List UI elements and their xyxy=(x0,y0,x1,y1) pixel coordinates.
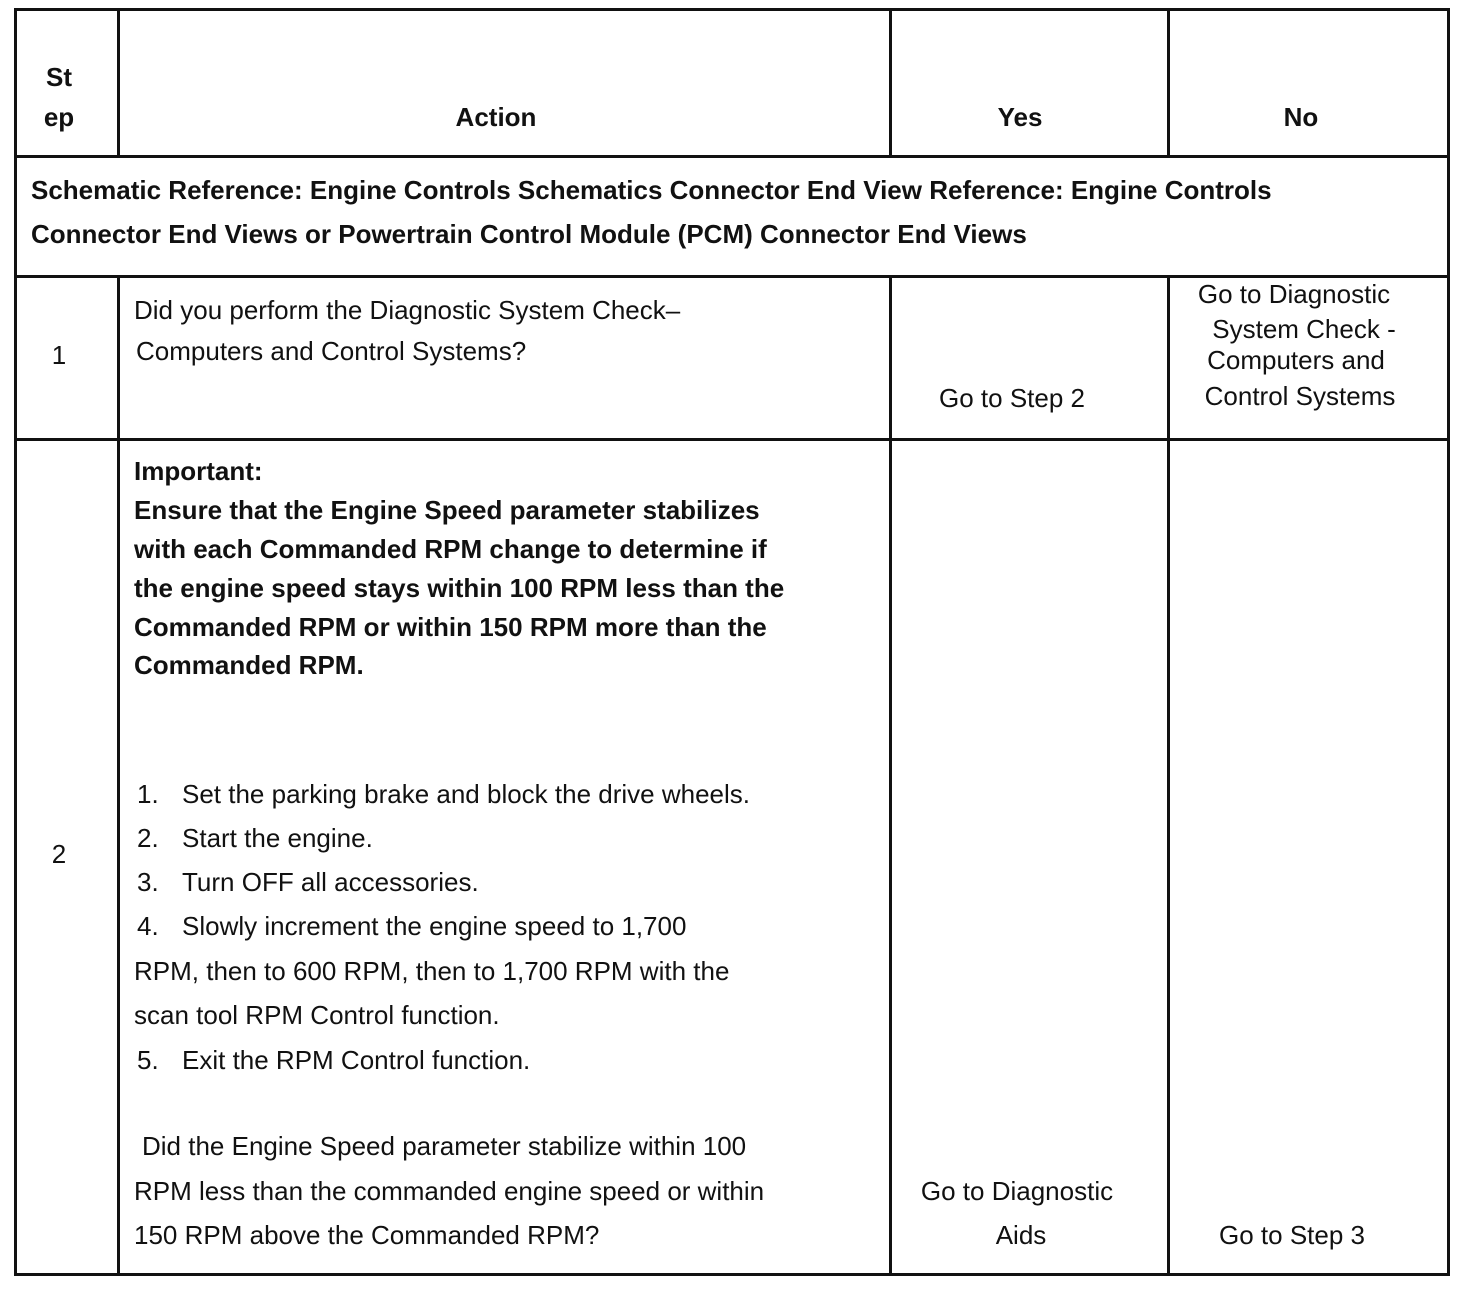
header-no: No xyxy=(1283,102,1319,132)
row1-divider xyxy=(17,438,1447,441)
row1-action-line-2: Computers and Control Systems? xyxy=(136,336,527,366)
step-4-number: 4. xyxy=(137,911,159,941)
row2-yes-line-1: Go to Diagnostic xyxy=(920,1176,1114,1206)
step-4-continuation-1: RPM, then to 600 RPM, then to 1,700 RPM with the xyxy=(134,956,730,986)
reference-divider xyxy=(17,275,1447,278)
col-divider-step xyxy=(117,11,120,156)
step-1-text: Set the parking brake and block the drive wheels. xyxy=(182,779,751,809)
important-line-4: Commanded RPM or within 150 RPM more than the xyxy=(134,612,767,642)
row2-no: Go to Step 3 xyxy=(1219,1220,1365,1250)
row1-step: 1 xyxy=(51,340,67,370)
col-divider-action-body xyxy=(889,275,892,1273)
row1-yes: Go to Step 2 xyxy=(939,383,1085,413)
question-line-2: RPM less than the commanded engine speed or within xyxy=(134,1176,765,1206)
step-4-text: Slowly increment the engine speed to 1,700 xyxy=(182,911,687,941)
step-2-number: 2. xyxy=(137,823,159,853)
row2-yes-line-2: Aids xyxy=(995,1220,1047,1250)
reference-line-2: Connector End Views or Powertrain Control Module (PCM) Connector End Views xyxy=(31,219,1027,249)
header-step-2: ep xyxy=(43,102,75,132)
step-5-number: 5. xyxy=(137,1045,159,1075)
step-2-text: Start the engine. xyxy=(182,823,373,853)
header-yes: Yes xyxy=(997,102,1043,132)
important-line-2: with each Commanded RPM change to determine if xyxy=(134,534,767,564)
col-divider-action xyxy=(889,11,892,156)
header-step-1: St xyxy=(46,62,72,92)
step-5-text: Exit the RPM Control function. xyxy=(182,1045,531,1075)
reference-line-1: Schematic Reference: Engine Controls Schematics Connector End View Reference: Engine Controls xyxy=(31,175,1272,205)
row2-step: 2 xyxy=(51,839,67,869)
row1-no-line-1: Go to Diagnostic xyxy=(1197,279,1391,309)
step-3-number: 3. xyxy=(137,867,159,897)
header-action: Action xyxy=(455,102,537,132)
row1-no-line-3: Computers and xyxy=(1207,345,1385,375)
important-label: Important: xyxy=(134,456,263,486)
question-line-3: 150 RPM above the Commanded RPM? xyxy=(134,1220,600,1250)
row1-no-line-2: System Check - xyxy=(1212,314,1396,344)
question-line-1: Did the Engine Speed parameter stabilize within 100 xyxy=(142,1131,747,1161)
important-line-3: the engine speed stays within 100 RPM less than the xyxy=(134,573,785,603)
step-1-number: 1. xyxy=(137,779,159,809)
step-3-text: Turn OFF all accessories. xyxy=(182,867,479,897)
row1-action-line-1: Did you perform the Diagnostic System Check– xyxy=(134,295,681,325)
col-divider-yes-body xyxy=(1167,275,1170,1273)
row1-no-line-4: Control Systems xyxy=(1204,381,1396,411)
header-divider xyxy=(17,155,1447,158)
col-divider-step-body xyxy=(117,275,120,1273)
important-line-5: Commanded RPM. xyxy=(134,650,364,680)
col-divider-yes xyxy=(1167,11,1170,156)
important-line-1: Ensure that the Engine Speed parameter stabilizes xyxy=(134,495,760,525)
step-4-continuation-2: scan tool RPM Control function. xyxy=(134,1000,500,1030)
